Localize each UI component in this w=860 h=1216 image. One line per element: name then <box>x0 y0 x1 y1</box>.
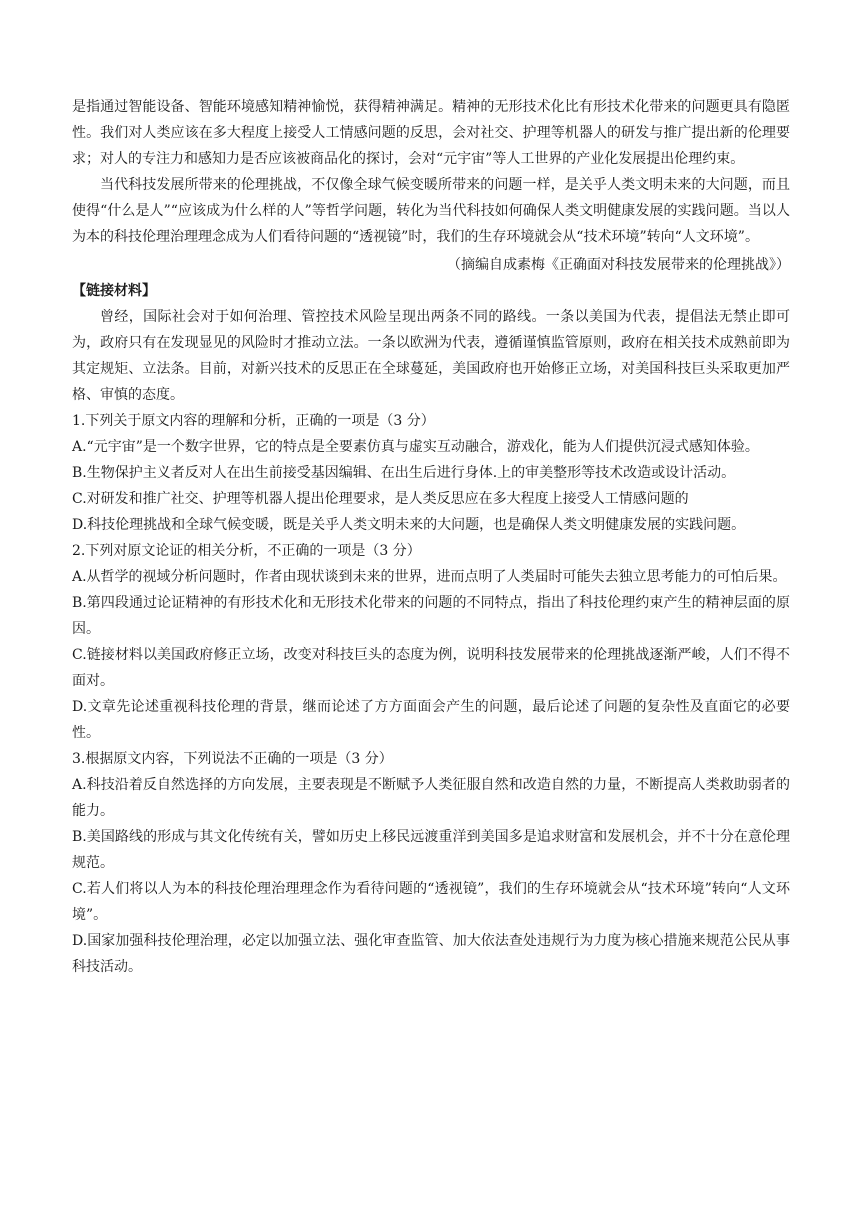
linked-material-title: 【链接材料】 <box>72 283 156 299</box>
option-b: B.生物保护主义者反对人在出生前接受基因编辑、在出生后进行身体.上的审美整形等技术改造或设计活动。 <box>72 465 736 481</box>
option-c: C.若人们将以人为本的科技伦理治理理念作为看待问题的“透视镜”，我们的生存环境就会从“技术环境”转向“人文环境”。 <box>72 881 790 923</box>
article-paragraph-1: 是指通过智能设备、智能环境感知精神愉悦，获得精神满足。精神的无形技术化比有形技术化带来的问题更具有隐匿性。我们对人类应该在多大程度上接受人工情感问题的反思，会对社交、护理等机器人的研发与推广提出新的伦理要求；对人的专注力和感知力是否应该被商品化的探讨，会对“元宇宙”等人工世界的产业化发展提出伦理约束。 <box>72 99 790 167</box>
linked-material-text: 曾经，国际社会对于如何治理、管控技术风险呈现出两条不同的路线。一条以美国为代表，提倡法无禁止即可为，政府只有在发现显见的风险时才推动立法。一条以欧洲为代表，遵循谨慎监管原则，政府在相关技术成熟前即为其定规矩、立法条。目前，对新兴技术的反思正在全球蔓延，美国政府也开始修正立场，对美国科技巨头采取更加严格、审慎的态度。 <box>72 309 790 403</box>
question-1 <box>72 408 790 538</box>
question-stem: 2.下列对原文论证的相关分析，不正确的一项是（3 分） <box>72 543 421 559</box>
option-d: D.国家加强科技伦理治理，必定以加强立法、强化审查监管、加大依法查处违规行为力度为核心措施来规范公民从事科技活动。 <box>72 933 790 975</box>
question-stem: 1.下列关于原文内容的理解和分析，正确的一项是（3 分） <box>72 413 435 429</box>
option-d: D.文章先论述重视科技伦理的背景，继而论述了方方面面会产生的问题，最后论述了问题的复杂性及直面它的必要性。 <box>72 699 790 741</box>
option-c: C.链接材料以美国政府修正立场，改变对科技巨头的态度为例，说明科技发展带来的伦理挑战逐渐严峻，人们不得不面对。 <box>72 647 790 689</box>
option-b: B.美国路线的形成与其文化传统有关，譬如历史上移民远渡重洋到美国多是追求财富和发展机会，并不十分在意伦理规范。 <box>72 829 790 871</box>
question-2 <box>72 538 790 746</box>
article-paragraph-2: 当代科技发展所带来的伦理挑战，不仅像全球气候变暖所带来的问题一样，是关乎人类文明未来的大问题，而且使得“什么是人”“应该成为什么样的人”等哲学问题，转化为当代科技如何确保人类文明健康发展的实践问题。当以人为本的科技伦理治理理念成为人们看待问题的“透视镜”时，我们的生存环境就会从“技术环境”转向“人文环境”。 <box>72 177 790 245</box>
article-source: （摘编自成素梅《正确面对科技发展带来的伦理挑战》） <box>447 257 790 273</box>
question-3 <box>72 746 790 980</box>
document-page <box>72 94 790 980</box>
option-c: C.对研发和推广社交、护理等机器人提出伦理要求，是人类反思应在多大程度上接受人工情感问题的 <box>72 491 689 507</box>
question-stem: 3.根据原文内容，下列说法不正确的一项是（3 分） <box>72 751 393 767</box>
option-b: B.第四段通过论证精神的有形技术化和无形技术化带来的问题的不同特点，指出了科技伦理约束产生的精神层面的原因。 <box>72 595 790 637</box>
option-a: A.“元宇宙”是一个数字世界，它的特点是全要素仿真与虚实互动融合，游戏化，能为人们提供沉浸式感知体验。 <box>72 439 759 455</box>
option-a: A.科技沿着反自然选择的方向发展，主要表现是不断赋予人类征服自然和改造自然的力量，不断提高人类救助弱者的能力。 <box>72 777 790 819</box>
option-d: D.科技伦理挑战和全球气候变暖，既是关乎人类文明未来的大问题，也是确保人类文明健康发展的实践问题。 <box>72 517 746 533</box>
option-a: A.从哲学的视域分析问题时，作者由现状谈到未来的世界，进而点明了人类届时可能失去独立思考能力的可怕后果。 <box>72 569 787 585</box>
